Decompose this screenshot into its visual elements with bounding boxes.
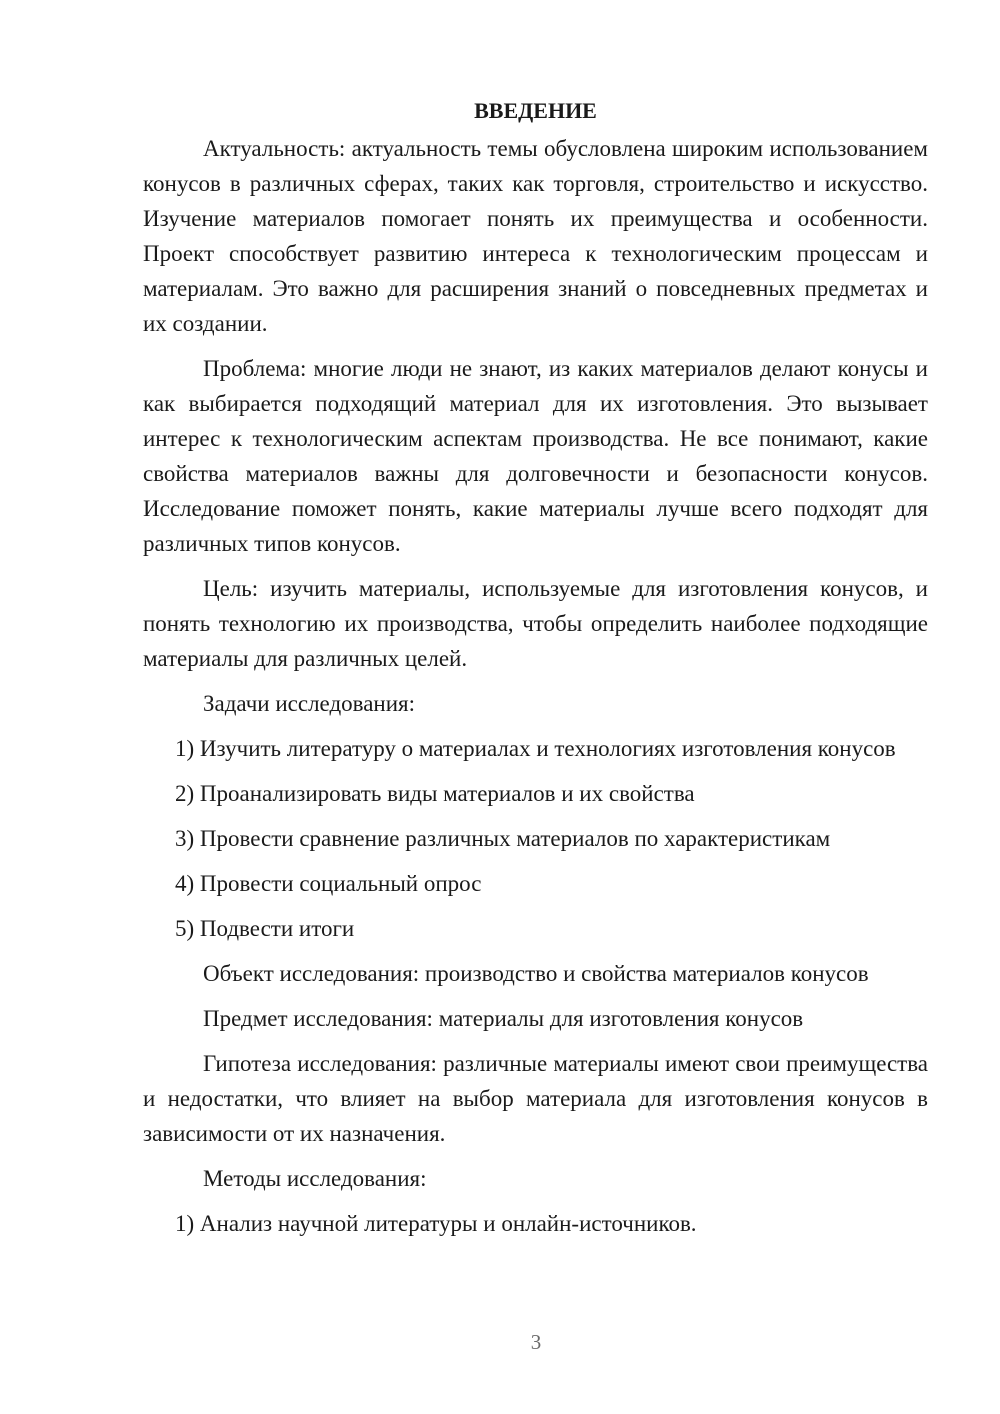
tasks-heading: Задачи исследования: — [203, 691, 416, 716]
problem-paragraph: Проблема: многие люди не знают, из каких материалов делают конусы и как выбирается подходящий материал для их изготовления. Это вызывает интерес к технологическим аспектам производства. Не все понимают, какие свойства материалов важны для долговечности и безопасности конусов. Исследование поможет понять, какие материалы лучше всего подходят для различных типов конусов. — [143, 356, 928, 556]
relevance-paragraph: Актуальность: актуальность темы обусловлена широким использованием конусов в различных сферах, таких как торговля, строительство и искусство. Изучение материалов помогает понять их преимущества и особенности. Проект способствует развитию интереса к технологическим процессам и материалам. Это важно для расширения знаний о повседневных предметах и их создании. — [143, 136, 928, 336]
task-item-2: 2) Проанализировать виды материалов и их свойства — [175, 781, 695, 806]
task-item-3: 3) Провести сравнение различных материалов по характеристикам — [175, 826, 831, 851]
object-paragraph: Объект исследования: производство и свойства материалов конусов — [203, 961, 869, 986]
page-content — [143, 95, 928, 1241]
section-title: ВВЕДЕНИЕ — [474, 98, 597, 123]
task-item-4: 4) Провести социальный опрос — [175, 871, 482, 896]
subject-paragraph: Предмет исследования: материалы для изготовления конусов — [203, 1006, 804, 1031]
methods-heading: Методы исследования: — [203, 1166, 427, 1191]
hypothesis-paragraph: Гипотеза исследования: различные материалы имеют свои преимущества и недостатки, что влияет на выбор материала для изготовления конусов в зависимости от их назначения. — [143, 1051, 928, 1146]
task-item-1: 1) Изучить литературу о материалах и технологиях изготовления конусов — [175, 736, 896, 761]
goal-paragraph: Цель: изучить материалы, используемые для изготовления конусов, и понять технологию их производства, чтобы определить наиболее подходящие материалы для различных целей. — [143, 576, 928, 671]
method-item-1: 1) Анализ научной литературы и онлайн-источников. — [175, 1211, 697, 1236]
task-item-5: 5) Подвести итоги — [175, 916, 355, 941]
page-number: 3 — [530, 1330, 542, 1354]
